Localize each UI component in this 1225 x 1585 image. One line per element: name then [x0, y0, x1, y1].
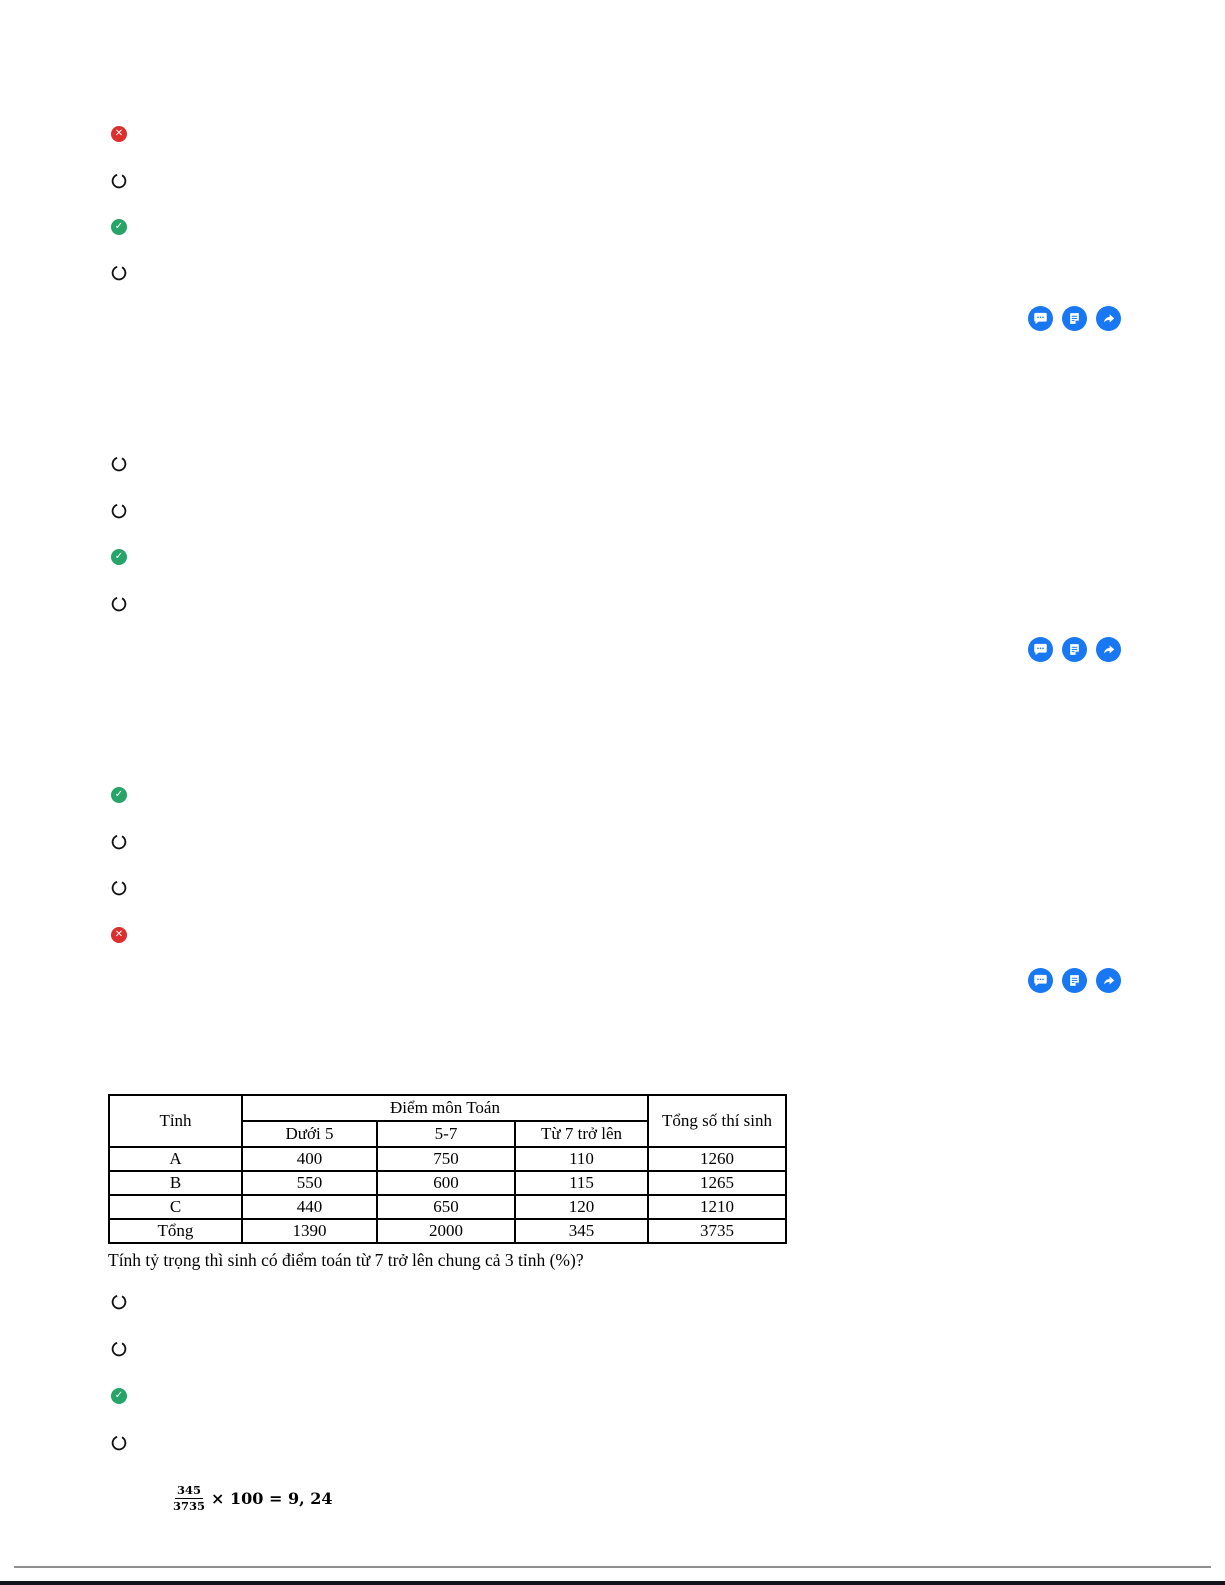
note-icon	[1068, 312, 1081, 325]
share-button[interactable]	[1096, 306, 1121, 331]
table-header-group: Điểm môn Toán	[242, 1095, 648, 1121]
check-icon: ✓	[114, 1390, 124, 1401]
table-subheader: Dưới 5	[242, 1121, 377, 1147]
share-button[interactable]	[1096, 637, 1121, 662]
fraction-numerator: 345	[177, 1483, 202, 1497]
radio-unselected-icon[interactable]	[111, 1294, 127, 1310]
radio-unselected-icon[interactable]	[111, 596, 127, 612]
share-button[interactable]	[1096, 968, 1121, 993]
question-text: Tính tỷ trọng thì sinh có điểm toán từ 7 trở lên chung cả 3 tỉnh (%)?	[108, 1250, 584, 1270]
cell: 110	[515, 1147, 648, 1171]
note-button[interactable]	[1062, 306, 1087, 331]
table-row	[109, 1195, 786, 1219]
question-3-actions	[1028, 968, 1121, 993]
fraction-denominator: 3735	[173, 1498, 206, 1513]
share-icon	[1102, 312, 1116, 326]
cell: 600	[377, 1171, 515, 1195]
cell: 120	[515, 1195, 648, 1219]
comment-button[interactable]	[1028, 637, 1053, 662]
cell: 400	[242, 1147, 377, 1171]
cell: 1390	[242, 1219, 377, 1243]
radio-unselected-icon[interactable]	[111, 456, 127, 472]
cell: 115	[515, 1171, 648, 1195]
row-label: Tổng	[109, 1219, 242, 1243]
comment-button[interactable]	[1028, 306, 1053, 331]
note-icon	[1068, 974, 1081, 987]
radio-unselected-icon[interactable]	[111, 834, 127, 850]
radio-unselected-icon[interactable]	[111, 503, 127, 519]
check-icon: ✓	[114, 551, 124, 562]
comment-icon	[1033, 311, 1048, 326]
comment-icon	[1033, 642, 1048, 657]
row-label: B	[109, 1171, 242, 1195]
table-row-total	[109, 1219, 786, 1243]
formula-rest: × 100 = 9, 24	[211, 1488, 333, 1508]
correct-answer-icon[interactable]	[111, 1388, 127, 1404]
radio-unselected-icon[interactable]	[111, 1435, 127, 1451]
wrong-answer-icon[interactable]	[111, 126, 127, 142]
fraction	[173, 1484, 205, 1512]
cell: 440	[242, 1195, 377, 1219]
wrong-answer-icon[interactable]	[111, 927, 127, 943]
radio-unselected-icon[interactable]	[111, 265, 127, 281]
note-button[interactable]	[1062, 968, 1087, 993]
cell: 650	[377, 1195, 515, 1219]
correct-answer-icon[interactable]	[111, 549, 127, 565]
check-icon: ✓	[114, 789, 124, 800]
correct-answer-icon[interactable]	[111, 787, 127, 803]
cell: 3735	[648, 1219, 786, 1243]
score-table	[108, 1094, 787, 1244]
share-icon	[1102, 974, 1116, 988]
row-label: A	[109, 1147, 242, 1171]
check-icon: ✓	[114, 221, 124, 232]
comment-button[interactable]	[1028, 968, 1053, 993]
cell: 550	[242, 1171, 377, 1195]
solution-formula	[173, 1484, 332, 1512]
table-row	[109, 1171, 786, 1195]
radio-unselected-icon[interactable]	[111, 173, 127, 189]
x-icon: ✕	[114, 929, 124, 940]
note-button[interactable]	[1062, 637, 1087, 662]
x-icon: ✕	[114, 128, 124, 139]
cell: 345	[515, 1219, 648, 1243]
cell: 1260	[648, 1147, 786, 1171]
question-2-actions	[1028, 637, 1121, 662]
radio-unselected-icon[interactable]	[111, 880, 127, 896]
table-header-total: Tổng số thí sinh	[648, 1095, 786, 1147]
share-icon	[1102, 643, 1116, 657]
cell: 750	[377, 1147, 515, 1171]
comment-icon	[1033, 973, 1048, 988]
table-subheader: 5-7	[377, 1121, 515, 1147]
row-label: C	[109, 1195, 242, 1219]
table-row	[109, 1147, 786, 1171]
radio-unselected-icon[interactable]	[111, 1341, 127, 1357]
table-subheader: Từ 7 trở lên	[515, 1121, 648, 1147]
correct-answer-icon[interactable]	[111, 219, 127, 235]
cell: 1210	[648, 1195, 786, 1219]
question-1-actions	[1028, 306, 1121, 331]
horizontal-divider	[14, 1566, 1211, 1568]
cell: 2000	[377, 1219, 515, 1243]
note-icon	[1068, 643, 1081, 656]
cell: 1265	[648, 1171, 786, 1195]
table-header-tinh: Tỉnh	[109, 1095, 242, 1147]
bottom-bar	[0, 1581, 1225, 1585]
